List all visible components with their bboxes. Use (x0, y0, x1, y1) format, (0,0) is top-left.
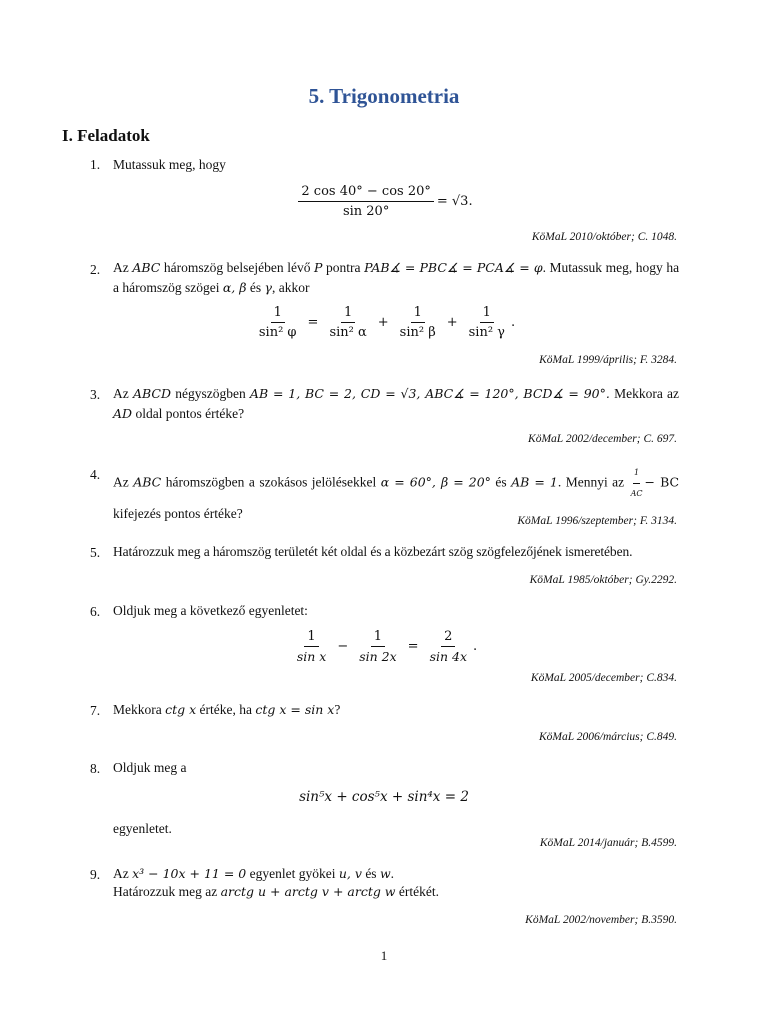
problem-number: 8. (90, 761, 101, 776)
numerator: 1 (271, 305, 285, 323)
denominator: sin 2x (359, 649, 397, 664)
numerator: 1 (480, 305, 494, 323)
problem-number: 2. (90, 262, 101, 277)
denominator: sin x (296, 649, 327, 664)
numerator: 1 (411, 305, 425, 323)
problem-source: KöMaL 2005/december; C.834. (530, 672, 677, 684)
text: Az (113, 866, 129, 881)
text: . Mutassuk meg, hogy (542, 260, 663, 275)
text: oldal pontos értéke? (135, 406, 245, 421)
text: , akkor (271, 280, 310, 295)
text: háromszögben a szokásos jelölésekkel (165, 474, 377, 490)
text: . Mennyi az (557, 474, 625, 490)
numerator: 2 (441, 629, 455, 647)
denominator: sin² α (329, 325, 367, 340)
problem-source: KöMaL 1999/április; F. 3284. (539, 354, 677, 366)
problem-source: KöMaL 2006/március; C.849. (538, 731, 677, 743)
problem-formula: sin⁵x + cos⁵x + sin⁴x = 2 (299, 789, 469, 805)
math-expr: α = 60°, β = 20° (380, 474, 491, 490)
text: és (249, 280, 262, 295)
denominator: sin² β (399, 325, 436, 340)
text: négyszögben (175, 386, 246, 401)
text: értéke, ha (199, 702, 253, 717)
text: ? (334, 702, 341, 717)
math-var: ABCD (132, 386, 171, 401)
page-title: 5. Trigonometria (308, 84, 460, 108)
problem-number: 7. (90, 703, 101, 718)
problem-formula: $\frac{1}{\text{sin² φ}}$ = $\frac{1}{\text{sin² α}}$ + $\frac{1}{\text{sin² β}}$ + $\frac{1}{\text{sin² γ}}$ . (0, 305, 768, 340)
numerator: 1 (304, 629, 318, 647)
text: és (495, 474, 507, 490)
math-var: α, β (222, 280, 247, 295)
math-var: w (379, 866, 391, 881)
math-expr: PAB∡ = PBC∡ = PCA∡ = φ (364, 260, 543, 275)
text: Mekkora (113, 702, 162, 717)
math-expr: x³ − 10x + 11 = 0 (132, 866, 247, 881)
problem-source: KöMaL 2014/január; B.4599. (539, 837, 677, 849)
math-var: P (314, 260, 323, 275)
problem-text (113, 700, 679, 720)
problem-source: KöMaL 1996/szeptember; F. 3134. (517, 515, 677, 527)
problem-text: Oldjuk meg a (113, 760, 187, 775)
problem-number: 1. (90, 157, 101, 172)
formula-numerator: 2 cos 40° − cos 20° (298, 184, 433, 202)
denominator: sin² φ (258, 325, 297, 340)
text: Határozzuk meg az (113, 884, 218, 899)
problem-text (113, 258, 679, 298)
text: Az (113, 386, 129, 401)
math-var: u, v (338, 866, 362, 881)
page-number: 1 (380, 948, 388, 963)
text: kifejezés pontos értéke? (113, 506, 243, 521)
numerator: 1 (633, 463, 640, 484)
problem-source: KöMaL 1985/október; Gy.2292. (529, 574, 677, 586)
text: egyenlet gyökei (249, 866, 336, 881)
math-expr: ctg x (165, 702, 197, 717)
text: Az (113, 260, 129, 275)
problem-number: 6. (90, 604, 101, 619)
text: és (365, 866, 377, 881)
problem-text (113, 864, 679, 884)
problem-text (113, 882, 679, 902)
problem-text (113, 384, 679, 424)
problem-number: 9. (90, 867, 101, 882)
math-var: ABC (133, 474, 162, 490)
problem-number: 5. (90, 545, 101, 560)
problem-source: KöMaL 2002/november; B.3590. (525, 914, 677, 926)
math-expr: arctg u + arctg v + arctg w (220, 884, 396, 899)
problem-source: KöMaL 2010/október; C. 1048. (531, 231, 677, 243)
denominator: sin² γ (468, 325, 505, 340)
denominator: sin 4x (429, 649, 468, 664)
numerator: 1 (371, 629, 385, 647)
denominator: AC (630, 489, 643, 498)
problem-text: Oldjuk meg a következő egyenletet: (113, 603, 308, 618)
problem-number: 3. (90, 387, 101, 402)
problem-text: egyenletet. (113, 821, 172, 836)
text: ha a háromszög szögei (113, 260, 680, 295)
numerator: 1 (341, 305, 355, 323)
problem-formula (0, 184, 768, 219)
math-var: γ (264, 280, 272, 295)
text: pontra (326, 260, 361, 275)
text: . (390, 866, 395, 881)
formula-rhs: = √3. (436, 194, 473, 209)
math-var: AD (113, 406, 133, 421)
text: Mekkora az (614, 386, 680, 401)
math-expr: AB = 1 (511, 474, 558, 490)
text: háromszög belsejében lévő (163, 260, 311, 275)
math-expr: − BC (644, 474, 680, 490)
problem-number: 4. (90, 467, 101, 482)
problem-text: Mutassuk meg, hogy (113, 157, 226, 172)
math-expr: AB = 1, BC = 2, CD = √3, ABC∡ = 120°, BCD∡ = 90°. (249, 386, 610, 401)
section-heading: I. Feladatok (62, 126, 150, 145)
problem-text: Határozzuk meg a háromszög területét két oldal és a közbezárt szög szögfelezőjének ismeretében. (113, 544, 633, 559)
math-expr: ctg x = sin x (255, 702, 335, 717)
formula-denominator: sin 20° (342, 204, 390, 219)
math-var: ABC (132, 260, 161, 275)
problem-source: KöMaL 2002/december; C. 697. (528, 433, 677, 445)
text: Az (113, 474, 129, 490)
text: értékét. (398, 884, 439, 899)
problem-formula: $\frac{1}{\text{sin x}}$ − $\frac{1}{\sin 2x}$ = $\frac{2}{\sin 4x}$ . (0, 629, 768, 664)
